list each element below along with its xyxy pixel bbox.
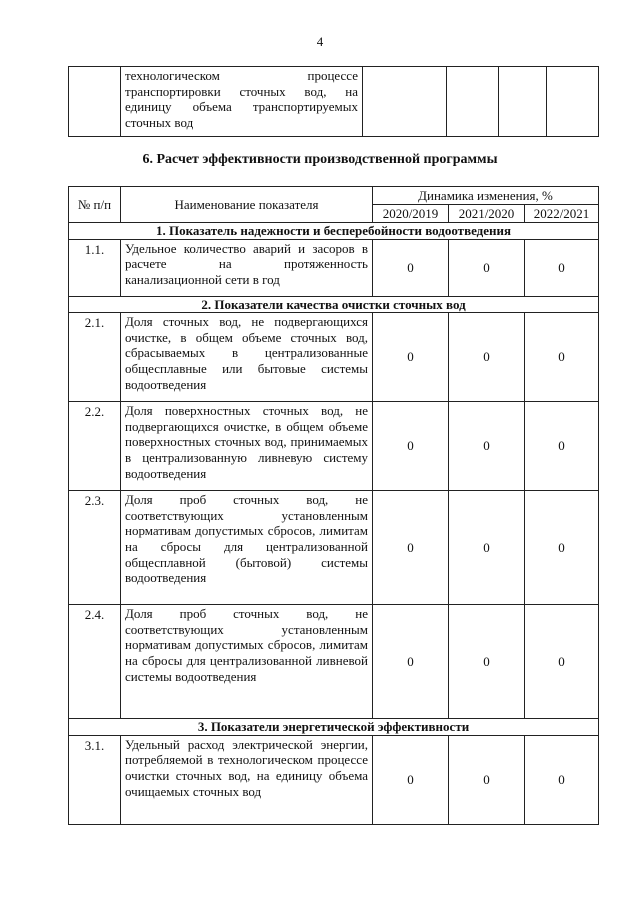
table-row — [69, 313, 599, 402]
page-number: 4 — [316, 34, 324, 49]
continuation-num-cell — [69, 67, 121, 137]
table-row — [69, 491, 599, 605]
continuation-empty-cell — [547, 67, 599, 137]
row-number: 1.1. — [69, 239, 121, 296]
dynamics-value: 0 — [449, 402, 525, 491]
dynamics-value: 0 — [449, 313, 525, 402]
header-name: Наименование показателя — [121, 187, 373, 223]
dynamics-value: 0 — [373, 313, 449, 402]
group-row — [69, 223, 599, 240]
indicator-name: Удельное количество аварий и засоров в расчете на протяженность канализационной сети в год — [121, 239, 373, 296]
table-row — [69, 605, 599, 719]
continuation-empty-cell — [447, 67, 499, 137]
continuation-row — [69, 67, 599, 137]
dynamics-value: 0 — [525, 313, 599, 402]
group-row — [69, 719, 599, 736]
dynamics-value: 0 — [373, 605, 449, 719]
dynamics-value: 0 — [373, 402, 449, 491]
continuation-empty-cell — [363, 67, 447, 137]
row-number: 3.1. — [69, 735, 121, 824]
indicator-name: Доля проб сточных вод, не соответствующих установленным нормативам допустимых сбросов, лимитам на сбросы для централизованной ливневой системы водоотведения — [121, 605, 373, 719]
dynamics-value: 0 — [449, 239, 525, 296]
continuation-name-cell: технологическом процессе транспортировки сточных вод, на единицу объема транспортируемых сточных вод — [121, 67, 363, 137]
header-year: 2021/2020 — [449, 205, 525, 223]
indicator-name: Доля проб сточных вод, не соответствующих установленным нормативам допустимых сбросов, лимитам на сбросы для централизованной общесплавной (бытовой) системы водоотведения — [121, 491, 373, 605]
group-title: 3. Показатели энергетической эффективности — [69, 719, 599, 736]
header-num: № п/п — [69, 187, 121, 223]
dynamics-value: 0 — [449, 605, 525, 719]
dynamics-value: 0 — [373, 239, 449, 296]
row-number: 2.3. — [69, 491, 121, 605]
table-row — [69, 735, 599, 824]
group-title: 1. Показатель надежности и бесперебойности водоотведения — [69, 223, 599, 240]
indicator-name: Удельный расход электрической энергии, потребляемой в технологическом процессе очистки сточных вод, на единицу объема очищаемых сточных вод — [121, 735, 373, 824]
efficiency-table — [68, 186, 599, 825]
row-number: 2.1. — [69, 313, 121, 402]
table-row — [69, 402, 599, 491]
dynamics-value: 0 — [449, 735, 525, 824]
section-title: 6. Расчет эффективности производственной программы — [142, 152, 498, 167]
group-title: 2. Показатели качества очистки сточных вод — [69, 296, 599, 313]
row-number: 2.4. — [69, 605, 121, 719]
dynamics-value: 0 — [525, 605, 599, 719]
dynamics-value: 0 — [525, 735, 599, 824]
indicator-name: Доля поверхностных сточных вод, не подвергающихся очистке, в общем объеме поверхностных сточных вод, принимаемых в централизованную ливневую систему водоотведения — [121, 402, 373, 491]
header-year: 2022/2021 — [525, 205, 599, 223]
dynamics-value: 0 — [525, 239, 599, 296]
dynamics-value: 0 — [373, 491, 449, 605]
dynamics-value: 0 — [525, 491, 599, 605]
header-dynamics: Динамика изменения, % — [373, 187, 599, 205]
dynamics-value: 0 — [449, 491, 525, 605]
group-row — [69, 296, 599, 313]
header-row — [69, 187, 599, 205]
row-number: 2.2. — [69, 402, 121, 491]
indicator-name: Доля сточных вод, не подвергающихся очистке, в общем объеме сточных вод, сбрасываемых в централизованные общесплавные или бытовые системы водоотведения — [121, 313, 373, 402]
continuation-table — [68, 66, 599, 137]
continuation-empty-cell — [499, 67, 547, 137]
table-row — [69, 239, 599, 296]
header-year: 2020/2019 — [373, 205, 449, 223]
dynamics-value: 0 — [525, 402, 599, 491]
dynamics-value: 0 — [373, 735, 449, 824]
